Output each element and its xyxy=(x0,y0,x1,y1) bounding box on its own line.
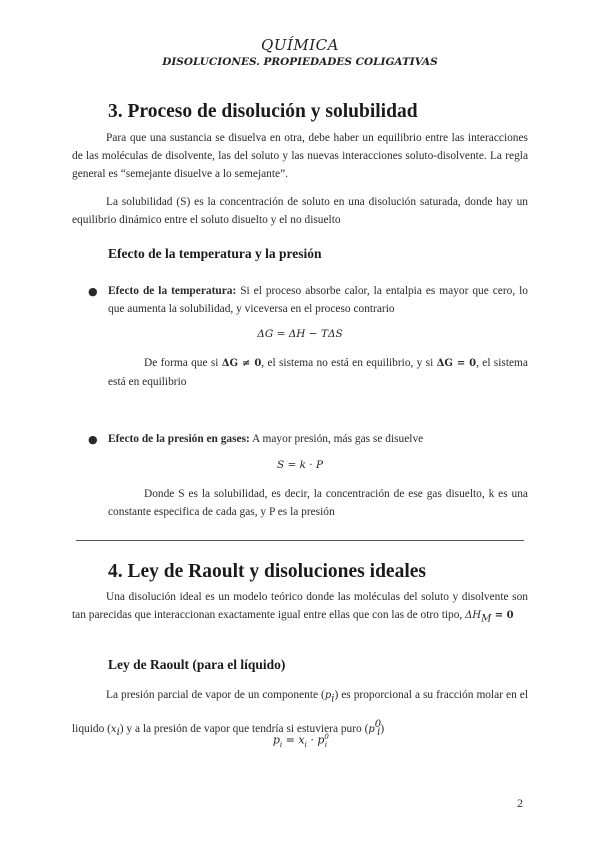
raoult-text-d: ) xyxy=(380,723,385,736)
equation-raoult xyxy=(0,733,600,749)
raoult-p0-superscript: 0 xyxy=(374,719,382,731)
raoult-p-symbol: p xyxy=(324,690,332,701)
equilibrium-paragraph xyxy=(108,354,528,391)
document-title: QUÍMICA xyxy=(261,36,339,54)
bullet-temperature-label: Efecto de la temperatura: xyxy=(108,285,237,297)
enthalpy-symbol: ΔH xyxy=(465,610,482,622)
raoult-x-subscript: i xyxy=(116,727,120,739)
page-number: 2 xyxy=(517,796,523,810)
bullet-temperature xyxy=(108,282,528,318)
section-4-subheading: Ley de Raoult (para el líquido) xyxy=(108,657,286,672)
bullet-marker: ● xyxy=(88,285,98,298)
raoult-text-b: ) es proporcional a su fracción molar en el liquido ( xyxy=(72,689,528,736)
bullet-pressure xyxy=(108,430,528,448)
section-divider xyxy=(76,540,524,541)
enthalpy-subscript: M xyxy=(481,613,492,625)
raoult-p-subscript: i xyxy=(331,693,335,705)
section-3-subheading: Efecto de la temperatura y la presión xyxy=(108,246,322,261)
section-3-paragraph-4: Donde S es la solubilidad, es decir, la concentración de ese gas disuelto, k es una constante especifica de cada gas, y P es la presión xyxy=(108,488,528,519)
enthalpy-zero: = 0 xyxy=(491,610,514,622)
raoult-eq-x-sub: i xyxy=(304,740,307,749)
raoult-eq-x: x xyxy=(298,733,305,747)
equilibrium-text-c: , el sistema está en equilibrio xyxy=(108,357,528,389)
raoult-x-symbol: x xyxy=(110,724,117,736)
section-3-paragraph-2: La solubilidad (S) es la concentración de soluto en una disolución saturada, donde hay un equilibrio dinámico entre el soluto disuelto y el no disuelto xyxy=(72,196,528,227)
raoult-eq-p0: p xyxy=(317,733,325,747)
raoult-eq-p-sub: i xyxy=(279,740,283,749)
section-4-paragraph-1 xyxy=(72,588,528,629)
raoult-text-c: ) y a la presión de vapor que tendría si estuviera puro ( xyxy=(119,723,369,736)
bullet-pressure-label: Efecto de la presión en gases: xyxy=(108,433,250,445)
equilibrium-text-b: , el sistema no está en equilibrio, y si xyxy=(261,357,437,369)
ideal-solution-text: Una disolución ideal es un modelo teórico donde las moléculas del soluto y disolvente son tan parecidas que interaccionan exactamente igual entre ellas que con las de otro tipo, xyxy=(72,591,528,622)
equilibrium-text-a: De forma que si xyxy=(144,357,222,369)
section-3-paragraph-1: Para que una sustancia se disuelva en otra, debe haber un equilibrio entre las interacciones de las moléculas de disolvente, las del soluto y las nuevas interacciones soluto-disolvente. La regla general es “semejante disuelve a lo semejante”. xyxy=(72,132,528,181)
raoult-eq-p0-sub: i xyxy=(324,740,328,749)
bullet-temperature-text: Si el proceso absorbe calor, la entalpia es mayor que cero, lo que aumenta la solubilidad, y viceversa en el proceso contrario xyxy=(108,285,528,316)
section-3-heading: 3. Proceso de disolución y solubilidad xyxy=(108,101,418,122)
raoult-eq-p: p xyxy=(272,733,280,747)
raoult-eq-dot: · xyxy=(306,733,318,747)
raoult-p0-symbol: p xyxy=(368,724,375,736)
equation-henry: S = k · P xyxy=(276,459,324,471)
section-4-heading: 4. Ley de Raoult y disoluciones ideales xyxy=(108,561,426,582)
equilibrium-math-2: ΔG = 0 xyxy=(436,358,477,369)
raoult-text-a: La presión parcial de vapor de un componente ( xyxy=(106,689,325,701)
raoult-eq-p0-sup: 0 xyxy=(324,733,329,741)
raoult-eq-equals: = xyxy=(282,733,299,747)
equilibrium-math-1: ΔG ≠ 0 xyxy=(221,358,262,369)
bullet-pressure-text: A mayor presión, más gas se disuelve xyxy=(249,433,424,445)
document-subtitle: DISOLUCIONES. PROPIEDADES COLIGATIVAS xyxy=(162,56,438,68)
raoult-p0-subscript: i xyxy=(377,727,381,739)
equation-gibbs: ΔG = ΔH − TΔS xyxy=(257,328,343,340)
bullet-marker: ● xyxy=(88,433,98,446)
